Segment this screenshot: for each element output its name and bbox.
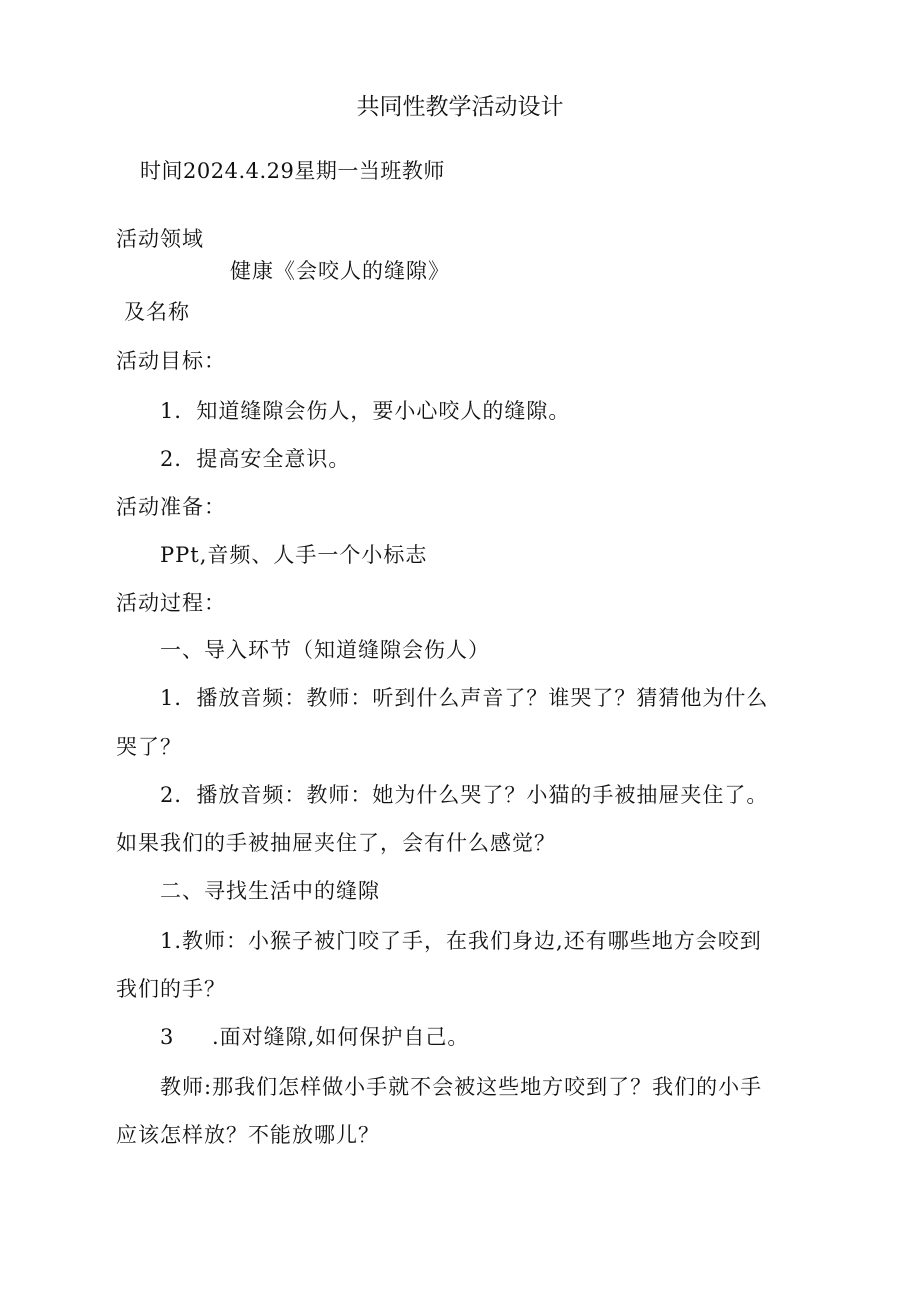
section-1-item-1-line-1: 1．播放音频：教师：听到什么声音了？谁哭了？猜猜他为什么 bbox=[160, 686, 769, 710]
goal-item-1: 1．知道缝隙会伤人，要小心咬人的缝隙。 bbox=[160, 399, 571, 423]
section-heading-1: 一、导入环节（知道缝隙会伤人） bbox=[160, 638, 490, 662]
goal-item-2: 2．提高安全意识。 bbox=[160, 447, 351, 471]
section-2-teacher-line-2: 应该怎样放？不能放哪儿？ bbox=[116, 1123, 380, 1147]
section-1-item-2-line-2: 如果我们的手被抽屉夹住了，会有什么感觉？ bbox=[116, 831, 556, 855]
section-heading-2: 二、寻找生活中的缝隙 bbox=[160, 879, 380, 903]
section-1-item-1-line-2: 哭了？ bbox=[116, 735, 182, 759]
goals-heading: 活动目标： bbox=[116, 349, 226, 373]
domain-label-line-1: 活动领域 bbox=[116, 227, 204, 251]
section-2-item-3-text: .面对缝隙,如何保护自己。 bbox=[212, 1025, 470, 1049]
section-2-teacher-line-1: 教师:那我们怎样做小手就不会被这些地方咬到了？我们的小手 bbox=[160, 1075, 763, 1099]
section-2-item-1-line-1: 1.教师：小猴子被门咬了手，在我们身边,还有哪些地方会咬到 bbox=[160, 929, 762, 953]
prep-heading: 活动准备： bbox=[116, 495, 226, 519]
process-heading: 活动过程： bbox=[116, 591, 226, 615]
domain-label-line-2: 及名称 bbox=[124, 300, 190, 324]
prep-text: PPt,音频、人手一个小标志 bbox=[160, 543, 428, 567]
domain-value: 健康《会咬人的缝隙》 bbox=[230, 259, 450, 283]
section-1-item-2-line-1: 2．播放音频：教师：她为什么哭了？小猫的手被抽屉夹住了。 bbox=[160, 783, 769, 807]
page-title: 共同性教学活动设计 bbox=[356, 94, 564, 120]
time-line: 时间2024.4.29星期一当班教师 bbox=[140, 159, 445, 183]
section-2-item-1-line-2: 我们的手？ bbox=[116, 977, 226, 1001]
section-2-item-3-number: 3 bbox=[160, 1025, 175, 1049]
section-2-item-3 bbox=[160, 1022, 469, 1052]
